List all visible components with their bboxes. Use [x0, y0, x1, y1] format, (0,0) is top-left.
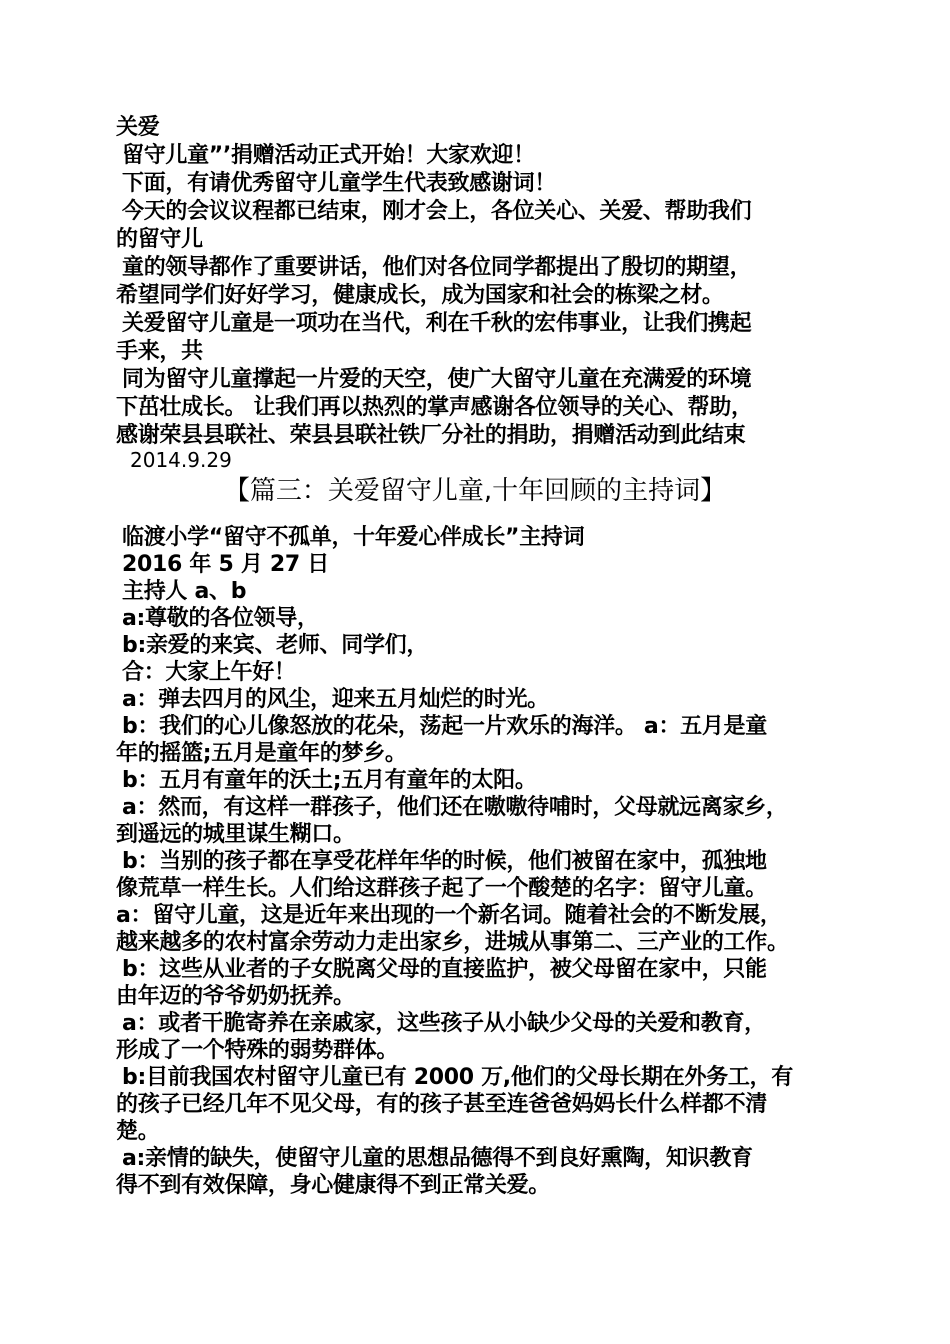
text-line: 感谢荣县县联社、荣县县联社铁厂分社的捐助，捐赠活动到此结束: [116, 423, 746, 448]
text-line: 像荒草一样生长。人们给这群孩子起了一个酸楚的名字：留守儿童。: [116, 876, 768, 901]
text-line: b：我们的心儿像怒放的花朵，荡起一片欢乐的海洋。 a：五月是童: [122, 714, 767, 739]
host-script-section: [116, 524, 836, 1199]
text-line: 越来越多的农村富余劳动力走出家乡，进城从事第二、三产业的工作。: [116, 930, 789, 955]
text-line: b:亲爱的来宾、老师、同学们，: [122, 633, 429, 658]
text-line: 希望同学们好好学习，健康成长，成为国家和社会的栋梁之材。: [116, 283, 724, 308]
text-line: 年的摇篮;五月是童年的梦乡。: [116, 741, 407, 766]
text-line: 形成了一个特殊的弱势群体。: [116, 1038, 399, 1063]
text-line: a：弹去四月的风尘，迎来五月灿烂的时光。: [122, 687, 549, 712]
text-line: a:亲情的缺失，使留守儿童的思想品德得不到良好熏陶，知识教育: [122, 1146, 753, 1171]
text-line: b：五月有童年的沃土;五月有童年的太阳。: [122, 768, 537, 793]
text-line: b：这些从业者的子女脱离父母的直接监护，被父母留在家中，只能: [122, 957, 767, 982]
text-line: 同为留守儿童撑起一片爱的天空，使广大留守儿童在充满爱的环境: [122, 367, 752, 392]
date-line: 2014.9.29: [130, 448, 232, 472]
text-line: a：留守儿童，这是近年来出现的一个新名词。随着社会的不断发展，: [116, 903, 782, 928]
text-line: 由年迈的爷爷奶奶抚养。: [116, 984, 355, 1009]
text-line: 合：大家上午好！: [122, 660, 296, 685]
text-line: 关爱: [116, 115, 160, 140]
text-line: 手来，共: [116, 339, 203, 364]
text-line: 关爱留守儿童是一项功在当代，利在千秋的宏伟事业，让我们携起: [122, 311, 752, 336]
section-heading: 【篇三：关爱留守儿童,十年回顾的主持词】: [223, 476, 727, 506]
text-line: 的孩子已经几年不见父母，有的孩子甚至连爸爸妈妈长什么样都不清: [116, 1092, 768, 1117]
text-line: 童的领导都作了重要讲话，他们对各位同学都提出了殷切的期望，: [122, 255, 752, 280]
text-line: 的留守儿: [116, 227, 203, 252]
text-line: 下面，有请优秀留守儿童学生代表致感谢词！: [122, 171, 557, 196]
text-line: b:目前我国农村留守儿童已有 2000 万,他们的父母长期在外务工，有: [122, 1065, 793, 1090]
text-line: 得不到有效保障，身心健康得不到正常关爱。: [116, 1173, 551, 1198]
text-line: 今天的会议议程都已结束，刚才会上，各位关心、关爱、帮助我们: [122, 199, 752, 224]
script-title: 临渡小学“留守不孤单，十年爱心伴成长”主持词: [122, 525, 585, 550]
text-line: a：或者干脆寄养在亲戚家，这些孩子从小缺少父母的关爱和教育，: [122, 1011, 766, 1036]
text-line: a:尊敬的各位领导，: [122, 606, 319, 631]
script-date: 2016 年 5 月 27 日: [122, 552, 329, 577]
text-line: 下茁壮成长。 让我们再以热烈的掌声感谢各位领导的关心、帮助，: [116, 395, 753, 420]
text-line: b：当别的孩子都在享受花样年华的时候，他们被留在家中，孤独地: [122, 849, 767, 874]
text-line: 到遥远的城里谋生糊口。: [116, 822, 355, 847]
text-line: 楚。: [116, 1119, 160, 1144]
script-hosts: 主持人 a、b: [122, 579, 247, 604]
text-line: a：然而，有这样一群孩子，他们还在嗷嗷待哺时，父母就远离家乡，: [122, 795, 788, 820]
speech-section-1: [116, 114, 836, 450]
text-line: 留守儿童”’捐赠活动正式开始！大家欢迎！: [122, 143, 535, 168]
